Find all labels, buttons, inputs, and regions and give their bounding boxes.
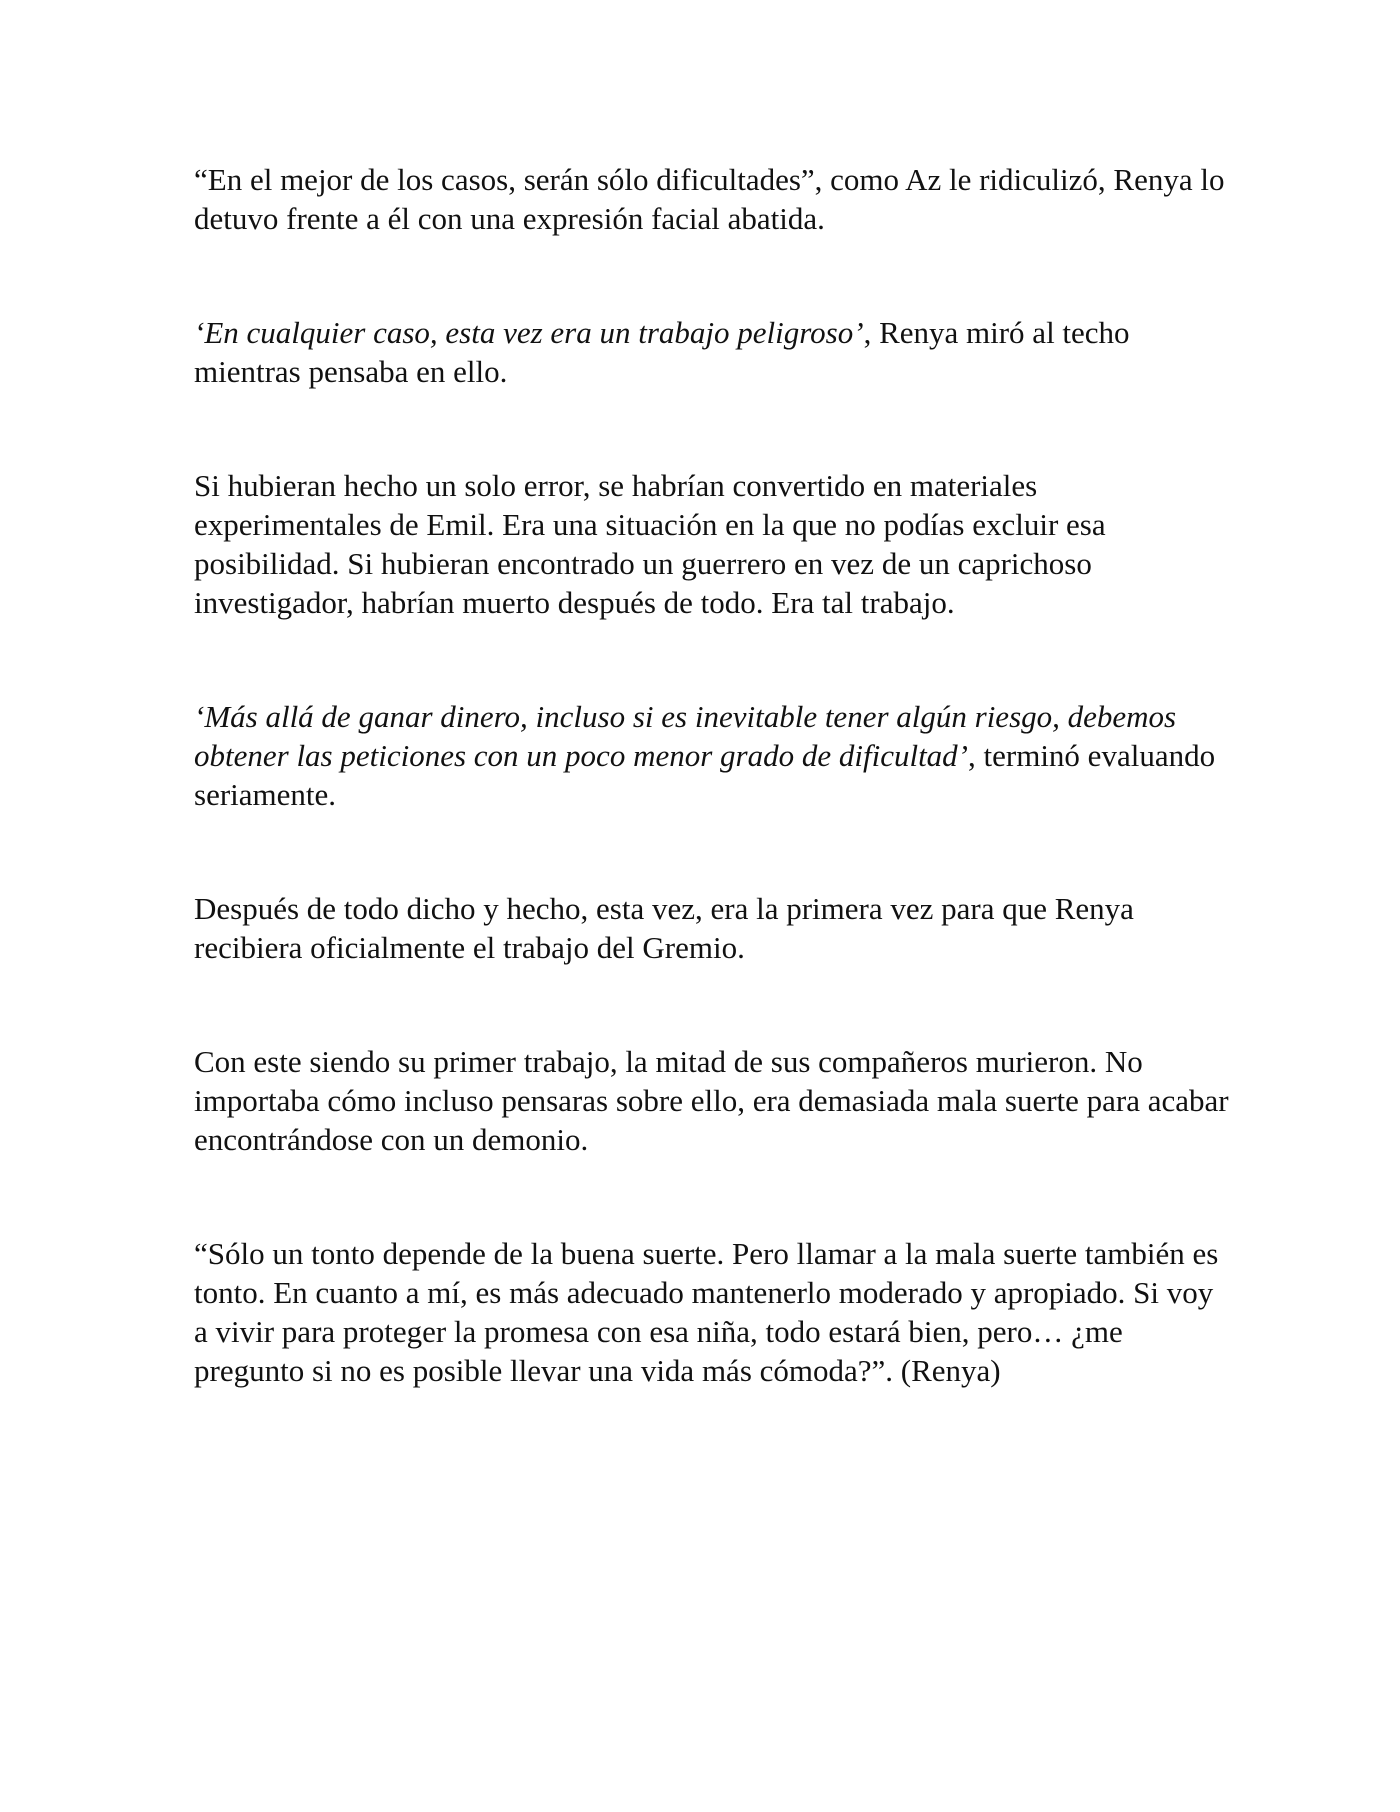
paragraph-4: [194, 697, 1230, 814]
paragraph-text: , terminó evaluando seriamente.: [194, 738, 1216, 812]
paragraph-text: “En el mejor de los casos, serán sólo dificultades”, como Az le ridiculizó, Renya lo detuvo frente a él con una expresión facial abatida.: [194, 162, 1225, 236]
paragraph-italic-thought: ‘En cualquier caso, esta vez era un trabajo peligroso’: [194, 315, 864, 350]
paragraph-1: [194, 160, 1230, 238]
paragraph-text: Con este siendo su primer trabajo, la mitad de sus compañeros murieron. No importaba cómo incluso pensaras sobre ello, era demasiada mala suerte para acabar encontrándose con un demonio.: [194, 1044, 1229, 1157]
paragraph-7: [194, 1234, 1230, 1390]
paragraph-5: [194, 889, 1230, 967]
paragraph-6: [194, 1042, 1230, 1159]
paragraph-text: Después de todo dicho y hecho, esta vez, era la primera vez para que Renya recibiera oficialmente el trabajo del Gremio.: [194, 891, 1134, 965]
paragraph-text: Si hubieran hecho un solo error, se habrían convertido en materiales experimentales de Emil. Era una situación en la que no podías excluir esa posibilidad. Si hubieran encontrado un guerrero en vez de un caprichoso investigador, habrían muerto después de todo. Era tal trabajo.: [194, 468, 1106, 620]
paragraph-text: “Sólo un tonto depende de la buena suerte. Pero llamar a la mala suerte también es tonto. En cuanto a mí, es más adecuado mantenerlo moderado y apropiado. Si voy a vivir para proteger la promesa con esa niña, todo estará bien, pero… ¿me pregunto si no es posible llevar una vida más cómoda?”. (Renya): [194, 1236, 1219, 1388]
paragraph-2: [194, 313, 1230, 391]
paragraph-text: , Renya miró al techo mientras pensaba en ello.: [194, 315, 1130, 389]
paragraph-3: [194, 466, 1230, 622]
paragraph-italic-thought: ‘Más allá de ganar dinero, incluso si es inevitable tener algún riesgo, debemos obtener las peticiones con un poco menor grado de dificultad’: [194, 699, 1177, 773]
